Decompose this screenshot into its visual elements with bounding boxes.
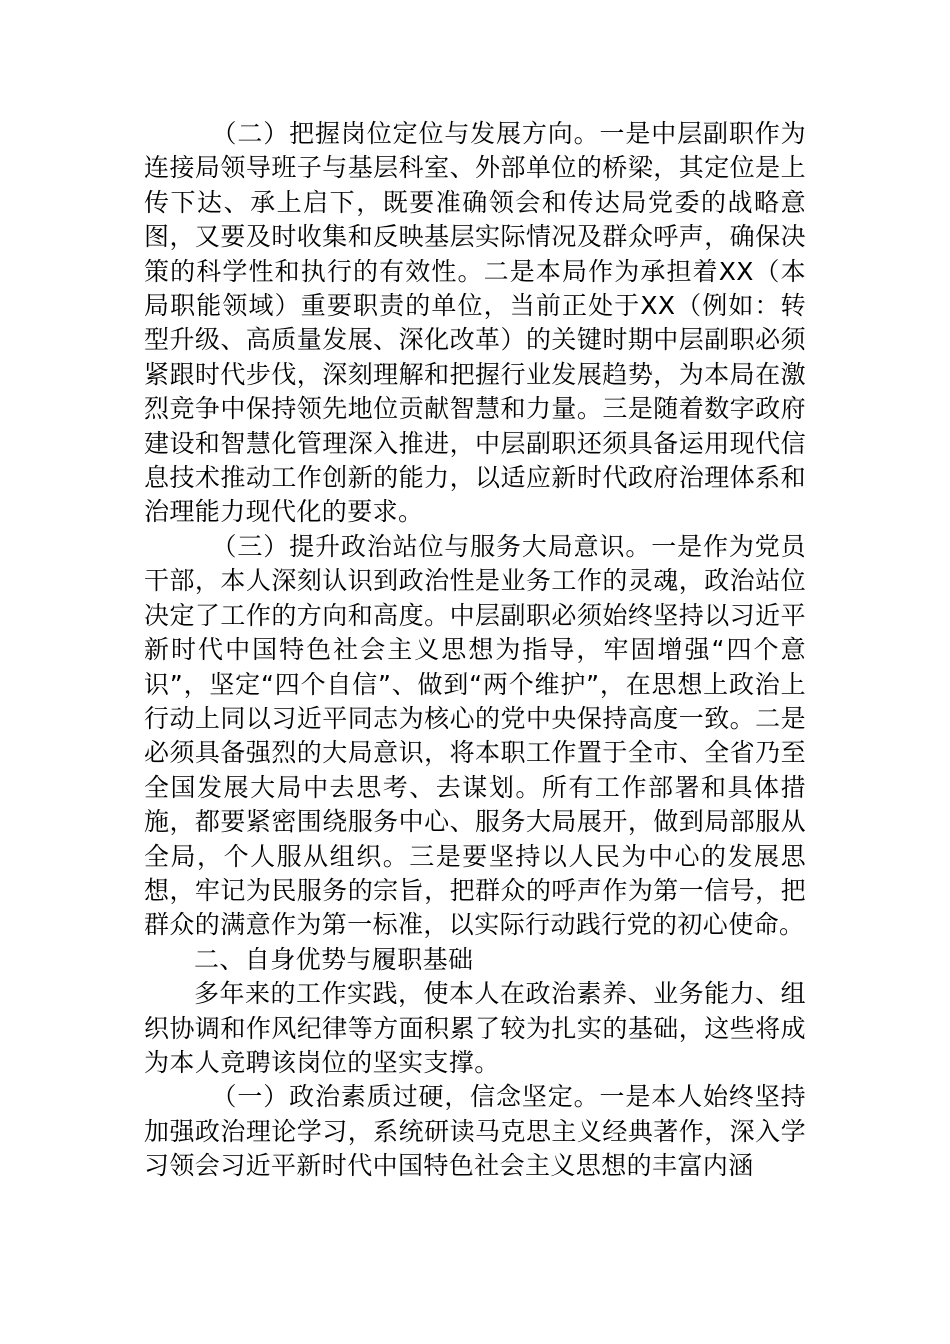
section-heading-strengths: 二、自身优势与履职基础 bbox=[194, 944, 474, 974]
document-page bbox=[144, 117, 806, 1184]
paragraph-work-experience: 多年来的工作实践，使本人在政治素养、业务能力、组织协调和作风纪律等方面积累了较为扎实的基础，这些将成为本人竞聘该岗位的坚实支撑。 bbox=[144, 979, 806, 1077]
paragraph-political-quality: （一）政治素质过硬，信念坚定。一是本人始终坚持加强政治理论学习，系统研读马克思主义经典著作，深入学习领会习近平新时代中国特色社会主义思想的丰富内涵 bbox=[144, 1082, 806, 1181]
paragraph-political-standing: （三）提升政治站位与服务大局意识。一是作为党员干部，本人深刻认识到政治性是业务工作的灵魂，政治站位决定了工作的方向和高度。中层副职必须始终坚持以习近平新时代中国特色社会主义思想为指导，牢固增强“四个意识”，坚定“四个自信”、做到“两个维护”，在思想上政治上行动上同以习近平同志为核心的党中央保持高度一致。二是必须具备强烈的大局意识，将本职工作置于全市、全省乃至全国发展大局中去思考、去谋划。所有工作部署和具体措施，都要紧密围绕服务中心、服务大局展开，做到局部服从全局，个人服从组织。三是要坚持以人民为中心的发展思想，牢记为民服务的宗旨，把群众的呼声作为第一信号，把群众的满意作为第一标准，以实际行动践行党的初心使命。 bbox=[144, 531, 806, 940]
paragraph-job-positioning: （二）把握岗位定位与发展方向。一是中层副职作为连接局领导班子与基层科室、外部单位的桥梁，其定位是上传下达、承上启下，既要准确领会和传达局党委的战略意图，又要及时收集和反映基层实际情况及群众呼声，确保决策的科学性和执行的有效性。二是本局作为承担着XX（本局职能领域）重要职责的单位，当前正处于XX（例如：转型升级、高质量发展、深化改革）的关键时期中层副职必须紧跟时代步伐，深刻理解和把握行业发展趋势，为本局在激烈竞争中保持领先地位贡献智慧和力量。三是随着数字政府建设和智慧化管理深入推进，中层副职还须具备运用现代信息技术推动工作创新的能力，以适应新时代政府治理体系和治理能力现代化的要求。 bbox=[144, 119, 806, 527]
